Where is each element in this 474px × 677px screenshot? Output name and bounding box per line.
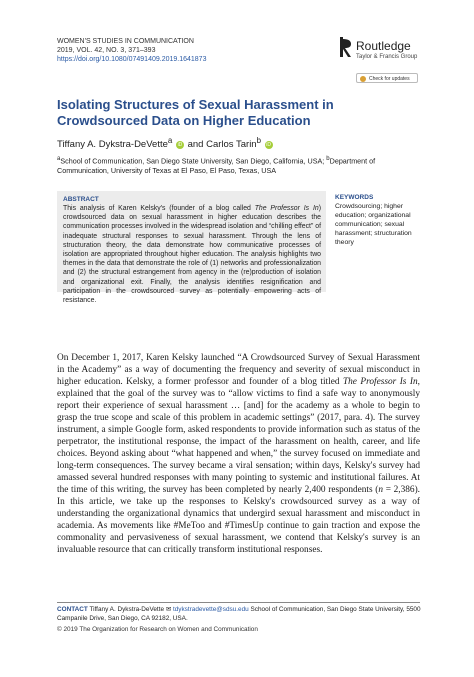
doi-link[interactable]: https://doi.org/10.1080/07491409.2019.1641873 xyxy=(57,56,207,63)
author-list xyxy=(57,136,274,150)
keywords-box xyxy=(335,194,430,247)
contact-info xyxy=(57,606,429,623)
abstract-text-italic: The Professor Is In xyxy=(254,205,319,212)
article-title: Isolating Structures of Sexual Harassment in Crowdsourced Data on Higher Education xyxy=(57,97,334,128)
keywords-heading: KEYWORDS xyxy=(335,194,374,201)
contact-address: School of Communication, San Diego State University, 5500 Campanile Drive, San Diego, CA 92182, USA. xyxy=(57,606,421,622)
journal-citation: 2019, VOL. 42, NO. 3, 371–393 xyxy=(57,47,156,54)
publisher-logo xyxy=(340,37,440,71)
abstract-box xyxy=(57,191,326,305)
author-affiliation-mark: a xyxy=(167,136,173,145)
body-text-part: On December 1, 2017, Karen Kelsky launched “A Crowdsourced Survey of Sexual Harassment in the Academy” as a way of documenting the frequency and severity of sexual misconduct in higher education. Kelsky, a former professor and founder of a blog titled xyxy=(57,353,420,387)
keywords-list: Crowdsourcing; higher education; organizational communication; sexual harassment; structuration theory xyxy=(335,203,412,246)
affiliation-text: Department of Communication, University of Texas at El Paso, El Paso, Texas, USA xyxy=(57,156,376,176)
affiliation-mark: b xyxy=(326,156,330,162)
abstract-text-part: This analysis of Karen Kelsky's (founder of a blog called xyxy=(63,205,255,212)
affiliation-text: School of Communication, San Diego State University, San Diego, California, USA; xyxy=(60,156,327,166)
contact-name: Tiffany A. Dykstra-DeVette xyxy=(89,606,165,613)
body-paragraph xyxy=(57,352,420,556)
contact-email[interactable]: tdykstradevette@sdsu.edu xyxy=(172,606,249,613)
email-icon: ✉ xyxy=(165,606,172,613)
orcid-icon[interactable]: iD xyxy=(177,141,183,148)
footer-divider xyxy=(57,602,420,603)
author-conjunction: and xyxy=(187,139,204,151)
author-affiliation-mark: b xyxy=(256,136,261,145)
body-text-part: = 2,386). In this article, we take up the responses to Kelsky's crowdsourced survey as a way of understanding the organizational dynamics that undergird sexual harassment and misconduct in academia. As movements like #MeToo and #TimesUp continue to gain traction and expose the commonality and pervasiveness of sexual harassment, we contend that Kelsky's survey is an invaluable resource that can critically transform institutional responses. xyxy=(57,485,420,555)
author-name: Tiffany A. Dykstra-DeVette xyxy=(57,139,168,151)
body-text-italic: The Professor Is In xyxy=(342,377,418,387)
check-for-updates-button[interactable] xyxy=(356,73,418,83)
check-for-updates-label: Check for updates xyxy=(369,76,410,82)
body-text-part: , explained that the goal of the survey was to “allow victims to find a safe way to anonymously report their experience of sexual harassment … [and] for the academy as a whole to begin to grasp the true scope and scale of this problem in academic settings” (2017, para. 4). The survey instrument, a simple Google form, asked respondents to provide information such as status of the perpetrator, the institutional response, the impact of the harassment on health, career, and life choices. Beyond asking about “what happened and when,” the survey focused on immediate and long-term consequences. The survey became a viral sensation; within days, Kelsky's survey had amassed several hundred responses with many pointing to systemic and institutional failures. At the time of this writing, the survey has been completed by nearly 2,400 respondents ( xyxy=(57,377,420,495)
journal-name: WOMEN'S STUDIES IN COMMUNICATION xyxy=(57,38,194,45)
body-text-italic: n xyxy=(378,485,384,495)
author-name: Carlos Tarin xyxy=(206,139,257,151)
contact-heading: CONTACT xyxy=(57,606,88,613)
affiliations xyxy=(57,154,429,176)
orcid-icon[interactable]: iD xyxy=(266,141,271,148)
update-icon xyxy=(360,76,366,82)
publisher-group: Taylor & Francis Group xyxy=(356,54,418,60)
copyright-notice: © 2019 The Organization for Research on Women and Communication xyxy=(57,626,258,633)
abstract-text-part: ) crowdsourced data on sexual harassment in higher education describes the communication processes involved in the widespread isolation and “chilling effect” of inadequate structural responses to sexual harassment. Through the lens of structuration theory, the data demonstrate how communicative processes of isolation are appropriated throughout higher education. The analysis highlights two themes in the data that demonstrate the role of (1) networks and professionalization and (2) the structural estrangement from agency in the (re)production of isolation and organizational exit. Finally, the analysis identifies resignification and participation in the crowdsourced survey as potentially empowering acts of resistance. xyxy=(63,205,321,305)
abstract-text xyxy=(63,204,321,305)
routledge-logo-icon xyxy=(340,37,352,57)
abstract-heading: ABSTRACT xyxy=(63,196,99,203)
publisher-name: Routledge xyxy=(356,39,411,53)
affiliation-mark: a xyxy=(57,156,61,162)
journal-header xyxy=(57,37,206,64)
